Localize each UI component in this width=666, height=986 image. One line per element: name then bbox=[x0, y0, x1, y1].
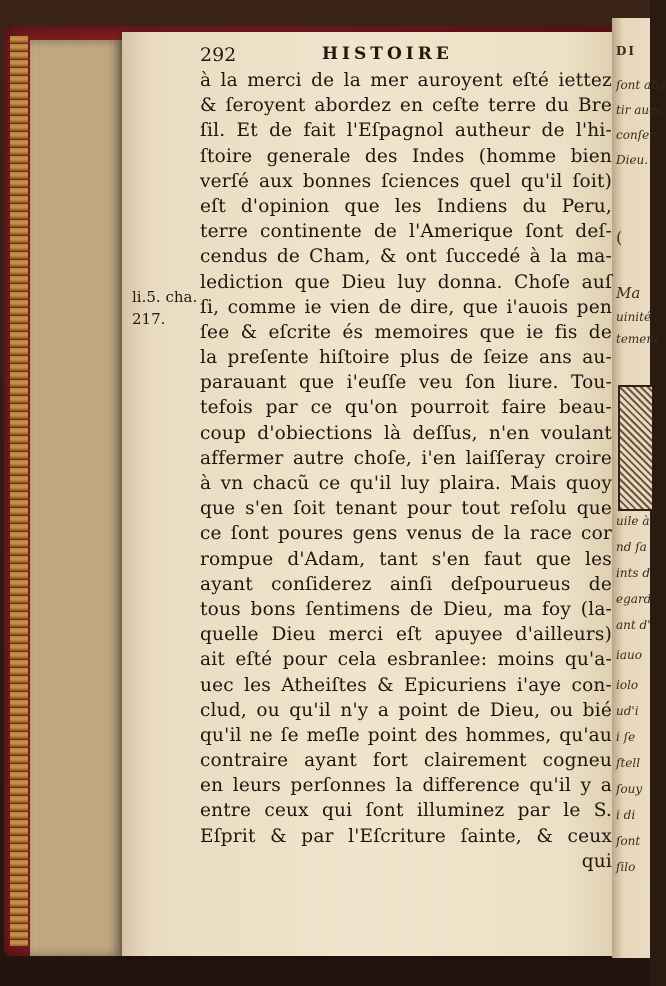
facing-fragment: iolo bbox=[616, 678, 639, 692]
page-number: 292 bbox=[200, 44, 237, 66]
text-line: à vn chacũ ce qu'il luy plaira. Mais quoy bbox=[200, 473, 612, 494]
margin-note bbox=[132, 286, 197, 330]
text-line: la preſente hiſtoire plus de ſeize ans au- bbox=[200, 347, 612, 369]
page-edges bbox=[30, 40, 122, 956]
facing-fragment: uile à bbox=[616, 514, 650, 528]
text-line: tefois par ce qu'on pourroit faire beau- bbox=[200, 397, 612, 419]
text-line: contraire ayant fort clairement cogneu bbox=[200, 750, 612, 772]
text-line: en leurs perſonnes la difference qu'il y a bbox=[200, 775, 612, 797]
decorative-initial-ornament bbox=[618, 385, 652, 511]
facing-fragment: DI bbox=[616, 44, 637, 58]
facing-fragment: Ma bbox=[616, 284, 641, 302]
facing-fragment: i ſe bbox=[616, 730, 636, 744]
text-line: ayant conſiderez ainſi deſpourueus de bbox=[200, 573, 612, 595]
facing-fragment: ints d bbox=[616, 566, 651, 580]
running-title: HISTOIRE bbox=[322, 44, 453, 64]
text-line: entre ceux qui ſont illuminez par le S. bbox=[200, 800, 612, 822]
facing-fragment: ſont aba bbox=[616, 78, 666, 92]
facing-fragment: nd ſa bbox=[616, 540, 647, 554]
facing-fragment: ſont bbox=[616, 834, 641, 848]
facing-fragment: ſouy bbox=[616, 782, 643, 796]
text-line: rompue d'Adam, tant s'en faut que les bbox=[200, 548, 612, 570]
running-head bbox=[200, 44, 600, 70]
text-line: quelle Dieu merci eſt apuyee d'ailleurs) bbox=[200, 624, 612, 646]
text-line: clud, ou qu'il n'y a point de Dieu, ou bié bbox=[200, 699, 612, 721]
facing-fragment: i di bbox=[616, 808, 636, 822]
text-line: eſt d'opinion que les Indiens du Peru, bbox=[200, 195, 612, 217]
facing-fragment: tir auec bbox=[616, 103, 663, 117]
facing-fragment: egard bbox=[616, 592, 652, 606]
text-line: ſil. Et de fait l'Eſpagnol autheur de l'hi- bbox=[200, 120, 612, 142]
facing-fragment: conſer bbox=[616, 128, 655, 142]
text-line: terre continente de l'Amerique ſont deſ- bbox=[200, 221, 612, 243]
text-line: lediction que Dieu luy donna. Choſe auſ bbox=[200, 271, 612, 293]
text-line: tous bons ſentimens de Dieu, ma foy (la- bbox=[200, 598, 612, 620]
text-line: coup d'obiections là deſſus, n'en voulant bbox=[200, 422, 612, 444]
text-line: ſi, comme ie vien de dire, que i'auois pen bbox=[200, 296, 612, 318]
margin-note-line: li.5. cha. bbox=[132, 288, 198, 306]
text-line: qu'il ne ſe meſle point des hommes, qu'au bbox=[200, 724, 612, 746]
facing-fragment: ( bbox=[616, 228, 623, 247]
facing-fragment: tement bbox=[616, 332, 659, 346]
facing-fragment: ſtell bbox=[616, 756, 641, 770]
text-line: parauant que i'euſſe veu ſon liure. Tou- bbox=[200, 372, 612, 394]
text-line: Eſprit & par l'Eſcriture ſainte, & ceux bbox=[200, 825, 612, 847]
text-line: verſé aux bonnes ſciences quel qu'il ſoit) bbox=[200, 170, 612, 192]
gilt-edge bbox=[10, 36, 28, 946]
catchword: qui bbox=[581, 850, 612, 872]
text-line: à la merci de la mer auroyent eſté iettez bbox=[200, 70, 612, 91]
margin-note-line: 217. bbox=[132, 310, 166, 328]
text-line: ait eſté pour cela esbranlee: moins qu'a- bbox=[200, 649, 612, 671]
text-line: ce ſont poures gens venus de la race cor bbox=[200, 523, 612, 545]
text-line: ſtoire generale des Indes (homme bien bbox=[200, 145, 612, 167]
facing-fragment: Dieu. bbox=[616, 153, 649, 167]
facing-fragment: uinité bbox=[616, 310, 652, 324]
facing-fragment: ud'i bbox=[616, 704, 639, 718]
text-line: que s'en ſoit tenant pour tout reſolu que bbox=[200, 498, 612, 520]
text-line: uec les Atheiſtes & Epicuriens i'aye con- bbox=[200, 674, 612, 696]
text-line: ſee & eſcrite és memoires que ie fis de bbox=[200, 321, 612, 343]
text-line: & ſeroyent abordez en ceſte terre du Bre bbox=[200, 95, 612, 117]
facing-fragment: ant d' bbox=[616, 618, 651, 632]
facing-fragment: ſilo bbox=[616, 860, 636, 874]
text-line: cendus de Cham, & ont ſuccedé à la ma- bbox=[200, 246, 612, 268]
body-text bbox=[200, 68, 612, 874]
text-line: affermer autre choſe, i'en laiſſeray croire bbox=[200, 447, 612, 469]
facing-fragment: iauo bbox=[616, 648, 642, 662]
